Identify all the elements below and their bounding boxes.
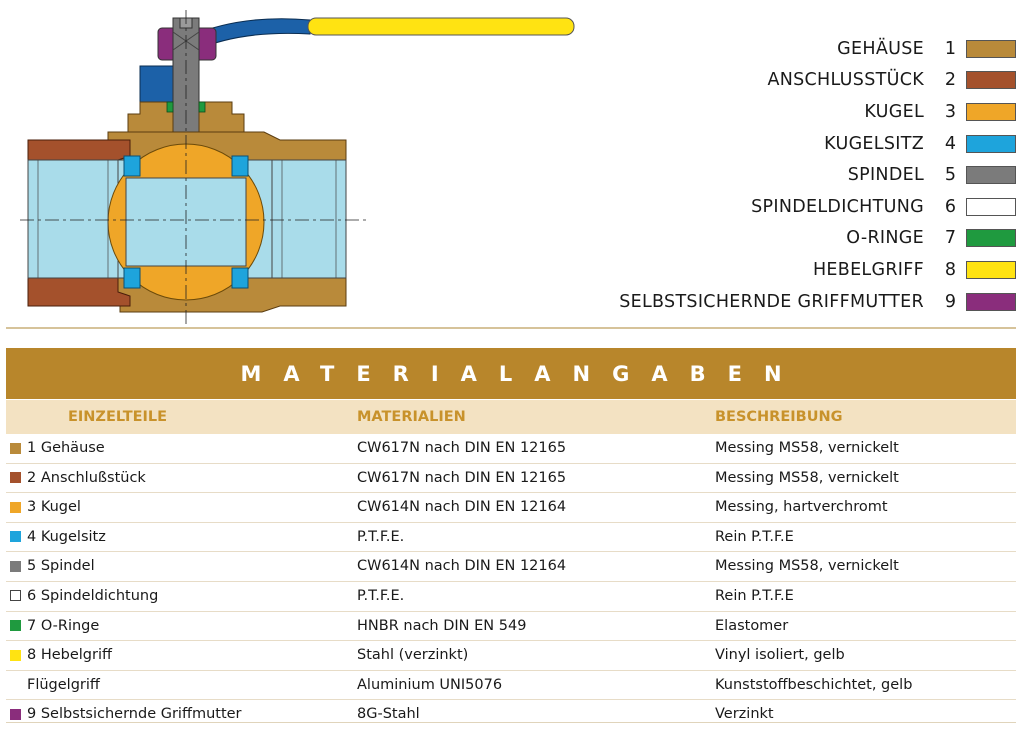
legend-swatch	[966, 71, 1016, 89]
legend-swatch	[966, 229, 1016, 247]
legend-item	[416, 254, 1016, 286]
cell-part	[10, 470, 146, 486]
color-swatch	[10, 709, 21, 720]
color-swatch	[10, 650, 21, 661]
cell-part	[10, 706, 242, 722]
legend-number: 5	[944, 165, 956, 186]
ball-seat	[232, 268, 248, 288]
color-swatch	[10, 679, 21, 690]
table-title-bar	[6, 348, 1016, 399]
ball-seat	[124, 156, 140, 176]
legend-item	[416, 159, 1016, 191]
legend-swatch	[966, 166, 1016, 184]
cell-description: Vinyl isoliert, gelb	[715, 647, 845, 664]
cell-description: Kunststoffbeschichtet, gelb	[715, 676, 913, 693]
cell-material: Aluminium UNI5076	[357, 676, 503, 693]
table-row	[6, 523, 1016, 553]
color-swatch	[10, 620, 21, 631]
legend-label: SPINDEL	[847, 165, 924, 186]
legend-number: 2	[944, 70, 956, 91]
cell-material: CW617N nach DIN EN 12165	[357, 440, 567, 456]
table-row	[6, 671, 1016, 701]
cell-part	[10, 618, 99, 634]
cell-part	[10, 558, 95, 574]
cell-description: Messing MS58, vernickelt	[715, 469, 899, 486]
bore-right	[272, 160, 346, 278]
color-swatch	[10, 531, 21, 542]
part-name: 3 Kugel	[27, 499, 81, 516]
legend-swatch	[966, 40, 1016, 58]
legend-label: SELBSTSICHERNDE GRIFFMUTTER	[619, 291, 924, 312]
color-swatch	[10, 590, 21, 601]
o-ring	[199, 102, 205, 112]
cell-material: CW614N nach DIN EN 12164	[357, 499, 567, 516]
cell-description: Messing MS58, vernickelt	[715, 440, 899, 456]
cell-material: P.T.F.E.	[357, 528, 405, 545]
legend-label: KUGEL	[864, 101, 924, 122]
cell-part	[10, 529, 106, 545]
part-name: 6 Spindeldichtung	[27, 587, 159, 604]
color-swatch	[10, 443, 21, 454]
color-swatch	[10, 472, 21, 483]
legend-number: 7	[944, 228, 956, 249]
table-title: MATERIALANGABEN	[240, 361, 804, 386]
legend-label: HEBELGRIFF	[812, 259, 924, 280]
cell-part	[10, 647, 112, 663]
header-description: BESCHREIBUNG	[715, 409, 843, 425]
table-row	[6, 493, 1016, 523]
legend-swatch	[966, 293, 1016, 311]
part-name: 5 Spindel	[27, 558, 95, 575]
header-parts: EINZELTEILE	[68, 409, 168, 425]
legend-item	[416, 286, 1016, 318]
legend-swatch	[966, 261, 1016, 279]
cell-description: Messing MS58, vernickelt	[715, 558, 899, 575]
part-name: 2 Anschlußstück	[27, 469, 146, 486]
legend-number: 3	[944, 101, 956, 122]
legend-item	[416, 65, 1016, 97]
table-row	[6, 582, 1016, 612]
legend-swatch	[966, 198, 1016, 216]
legend-label: GEHÄUSE	[837, 38, 924, 59]
cell-material: Stahl (verzinkt)	[357, 647, 469, 664]
cell-part	[10, 588, 158, 604]
legend-item	[416, 223, 1016, 255]
legend-label: O-RINGE	[846, 228, 924, 249]
part-name: 8 Hebelgriff	[27, 647, 112, 664]
table-row	[6, 464, 1016, 494]
materials-table-body	[6, 434, 1016, 729]
cell-description: Rein P.T.F.E	[715, 587, 794, 604]
part-name: 9 Selbstsichernde Griffmutter	[27, 706, 242, 723]
table-row	[6, 612, 1016, 642]
cell-description: Elastomer	[715, 617, 789, 634]
bore-left	[28, 160, 118, 278]
legend-number: 6	[944, 196, 956, 217]
ball-seat	[124, 268, 140, 288]
cell-description: Rein P.T.F.E	[715, 528, 794, 545]
cell-description: Messing, hartverchromt	[715, 499, 888, 516]
cell-material: CW614N nach DIN EN 12164	[357, 558, 567, 575]
legend-label: KUGELSITZ	[824, 133, 924, 154]
cell-part	[10, 677, 100, 693]
legend-item	[416, 33, 1016, 65]
legend-item	[416, 191, 1016, 223]
cell-material: P.T.F.E.	[357, 587, 405, 604]
legend-number: 8	[944, 259, 956, 280]
table-header	[6, 400, 1016, 434]
color-swatch	[10, 502, 21, 513]
legend-swatch	[966, 103, 1016, 121]
parts-legend	[416, 33, 1016, 317]
cell-description: Verzinkt	[715, 706, 774, 723]
legend-number: 4	[944, 133, 956, 154]
cell-part	[10, 499, 81, 515]
legend-number: 1	[944, 38, 956, 59]
part-name: Flügelgriff	[27, 676, 100, 693]
part-name: 1 Gehäuse	[27, 440, 105, 456]
legend-item	[416, 96, 1016, 128]
ball-seat	[232, 156, 248, 176]
divider	[6, 722, 1016, 723]
cell-part	[10, 440, 105, 456]
table-row	[6, 641, 1016, 671]
table-row	[6, 434, 1016, 464]
legend-label: SPINDELDICHTUNG	[751, 196, 924, 217]
header-materials: MATERIALIEN	[357, 409, 466, 425]
color-swatch	[10, 561, 21, 572]
cell-material: HNBR nach DIN EN 549	[357, 617, 527, 634]
cell-material: 8G-Stahl	[357, 706, 420, 723]
cell-material: CW617N nach DIN EN 12165	[357, 469, 567, 486]
part-name: 4 Kugelsitz	[27, 528, 106, 545]
legend-number: 9	[944, 291, 956, 312]
part-name: 7 O-Ringe	[27, 617, 100, 634]
legend-swatch	[966, 135, 1016, 153]
divider	[6, 327, 1016, 329]
legend-item	[416, 128, 1016, 160]
o-ring	[167, 102, 173, 112]
legend-label: ANSCHLUSSTÜCK	[767, 70, 924, 91]
table-row	[6, 552, 1016, 582]
table-row	[6, 700, 1016, 729]
